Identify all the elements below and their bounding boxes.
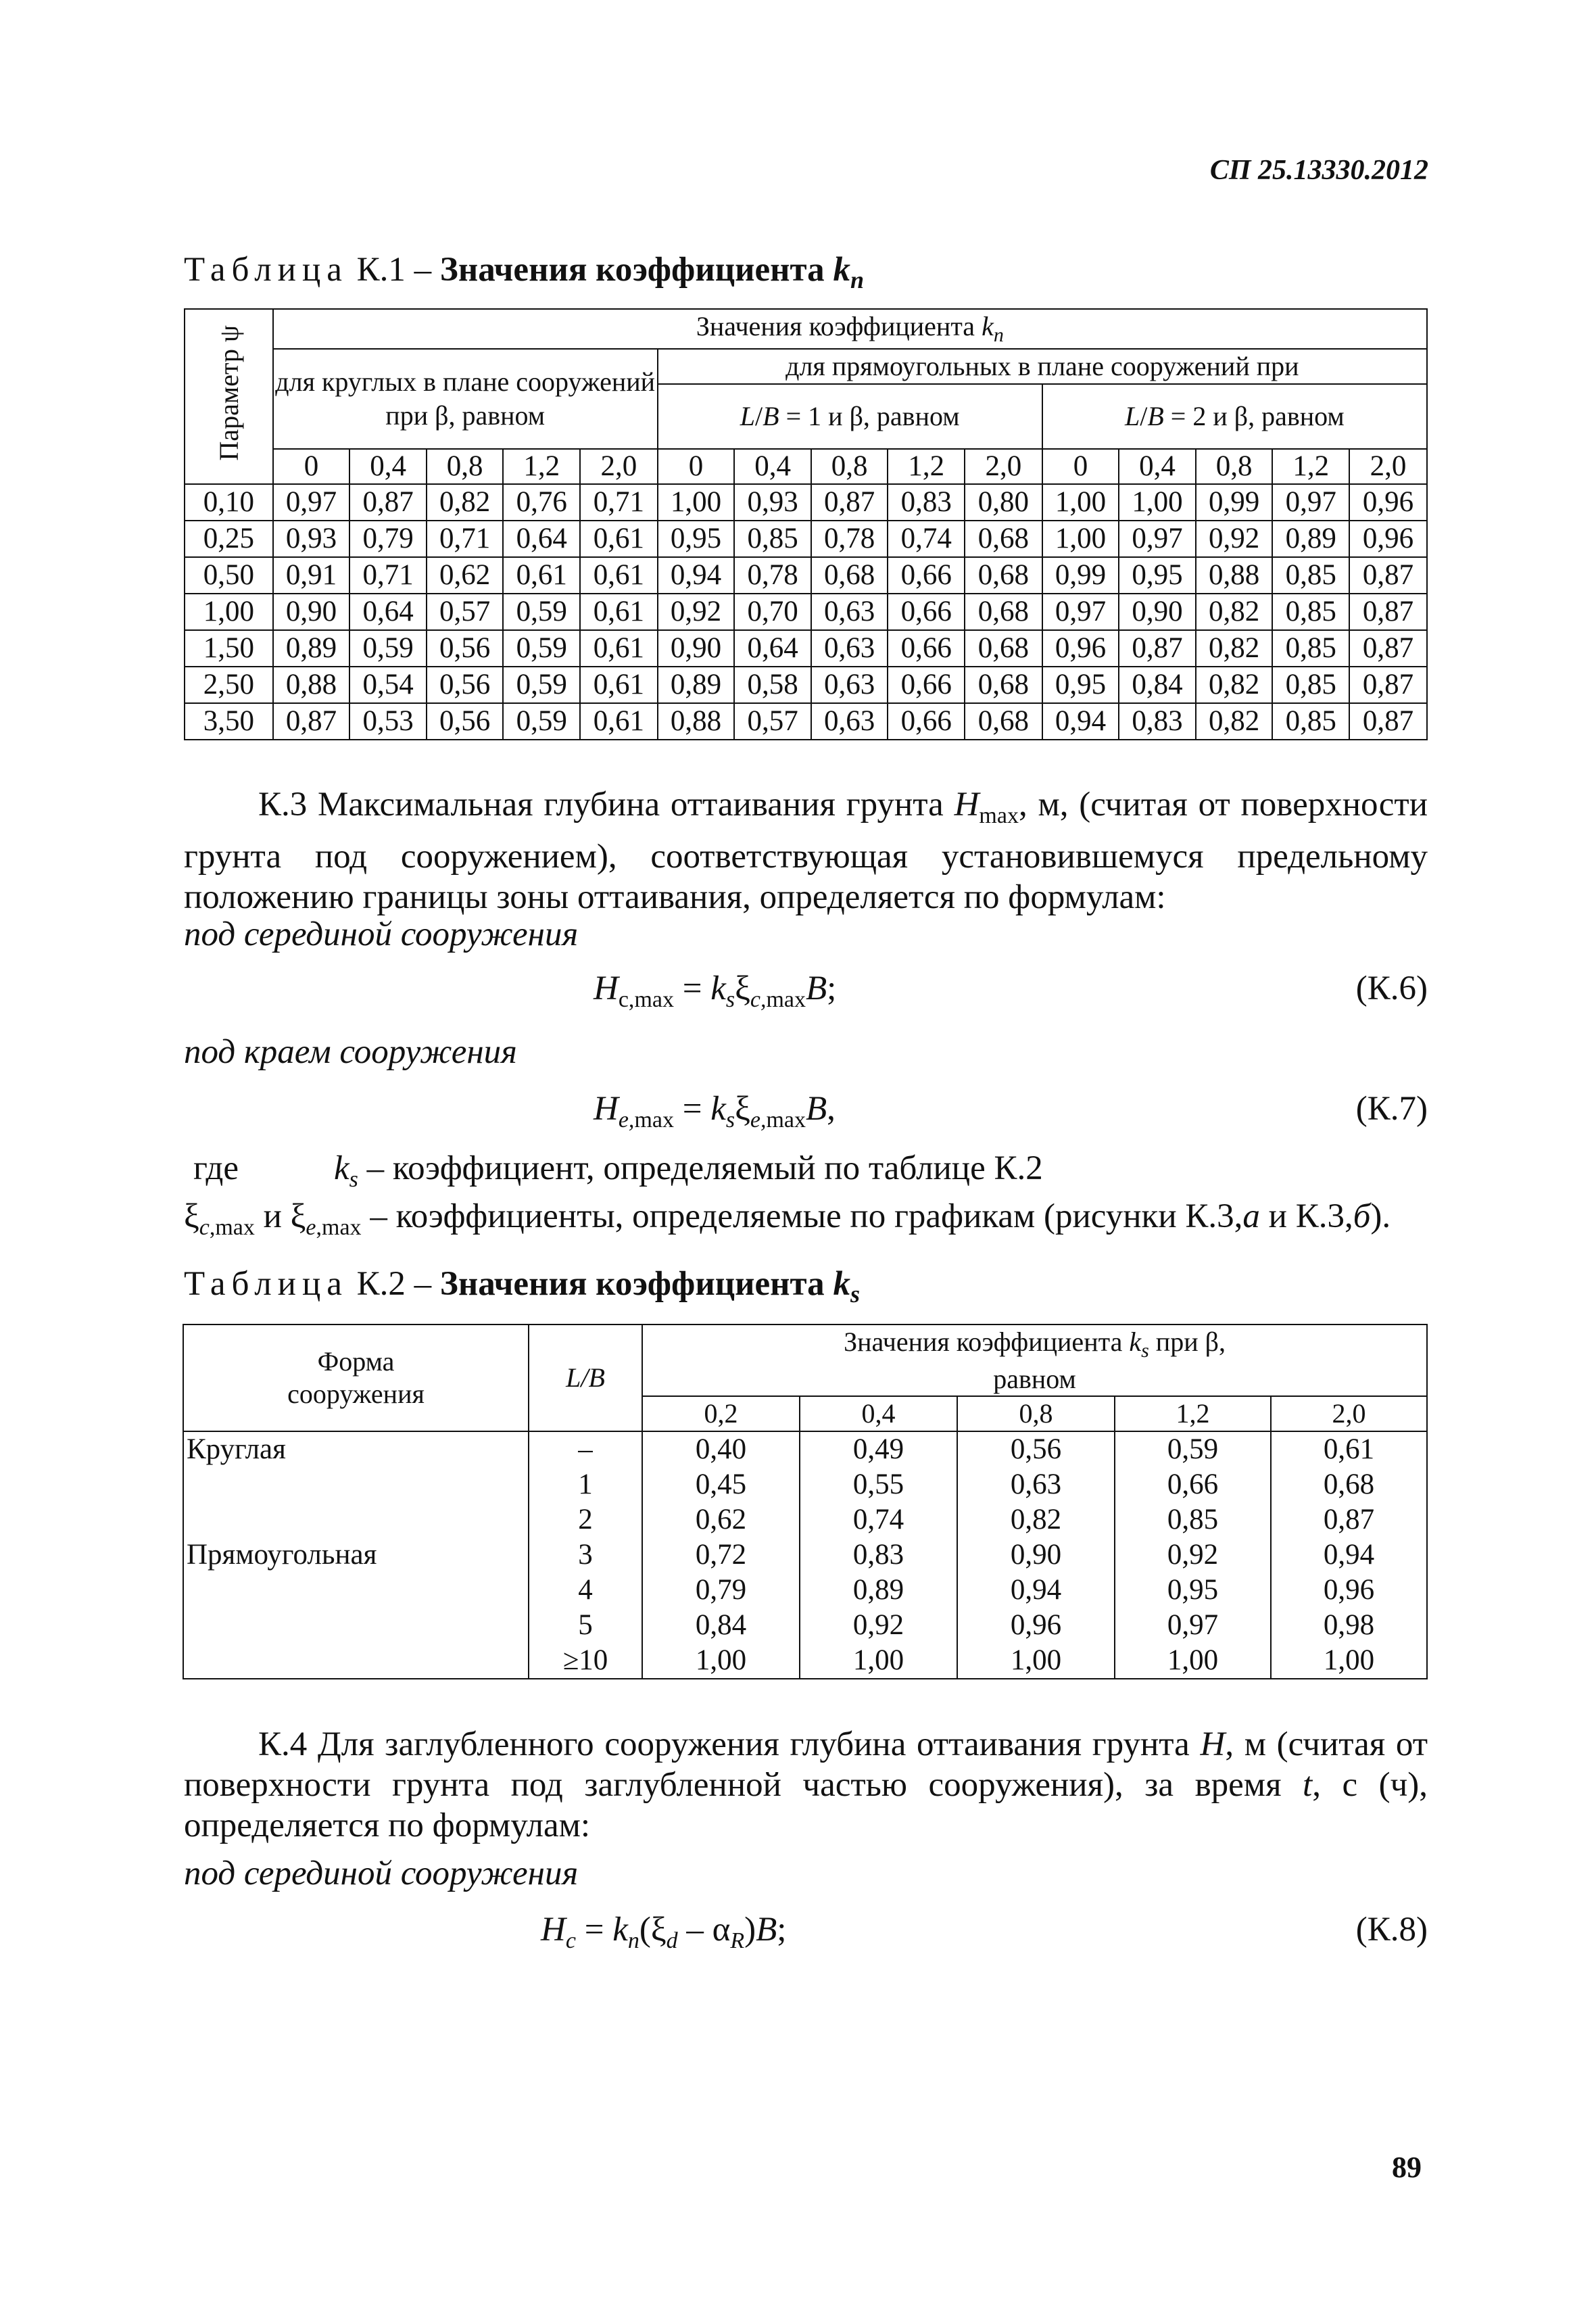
value-cell: 0,91 [273,557,350,594]
value-cell: 1,00 [957,1643,1115,1679]
value-cell: 0,93 [734,484,811,521]
value-cell: 0,87 [349,484,427,521]
value-cell: 0,61 [580,667,658,703]
value-cell: 0,94 [658,557,735,594]
value-cell: 0,56 [427,667,504,703]
beta-header-cell: 0,8 [811,449,888,484]
value-cell: 0,59 [349,630,427,667]
value-cell: 0,68 [965,594,1042,630]
value-cell: 0,88 [658,703,735,740]
beta-header-cell: 1,2 [1272,449,1349,484]
value-cell: 0,61 [580,630,658,667]
value-cell: 0,61 [580,521,658,557]
value-cell: 0,68 [965,703,1042,740]
value-cell: 0,63 [811,667,888,703]
value-cell: 0,76 [503,484,580,521]
table1-caption-number: К.1 [356,251,406,289]
value-cell: 0,90 [273,594,350,630]
value-cell: 0,97 [273,484,350,521]
value-cell: 0,56 [957,1431,1115,1467]
value-cell: 0,87 [811,484,888,521]
table1-caption-title: Значения коэффициента $k_n$ [439,251,864,294]
value-cell: 0,87 [1349,557,1427,594]
beta-header-cell: 2,0 [580,449,658,484]
value-cell: 0,87 [1349,630,1427,667]
value-cell: 0,82 [427,484,504,521]
k4-under-middle: под серединой сооружения [184,1855,579,1892]
value-cell: 0,84 [1119,667,1196,703]
value-cell: 0,74 [888,521,965,557]
value-cell: 0,87 [273,703,350,740]
beta-header-cell: 0,8 [957,1396,1115,1431]
value-cell: 0,95 [658,521,735,557]
value-cell: 0,87 [1349,594,1427,630]
value-cell: 0,95 [1115,1573,1271,1608]
value-cell: 0,61 [1271,1431,1427,1467]
table-k1 [184,308,1428,740]
value-cell: 0,79 [349,521,427,557]
beta-header-cell: 0,8 [1196,449,1273,484]
value-cell: 0,53 [349,703,427,740]
value-cell: 0,83 [1119,703,1196,740]
table-row [183,1502,1427,1537]
value-cell: 0,90 [957,1537,1115,1573]
value-cell: 0,95 [1119,557,1196,594]
lb-cell: ≥10 [529,1643,642,1679]
value-cell: 0,85 [1115,1502,1271,1537]
value-cell: 0,64 [349,594,427,630]
value-cell: 0,59 [503,667,580,703]
table2-caption-title: Значения коэффициента $k_s$ [439,1265,860,1308]
beta-header-cell: 2,0 [965,449,1042,484]
value-cell: 1,00 [1042,484,1119,521]
value-cell: 1,00 [800,1643,957,1679]
beta-header-cell: 0,2 [642,1396,800,1431]
value-cell: 0,94 [957,1573,1115,1608]
value-cell: 0,68 [965,667,1042,703]
value-cell: 0,98 [1271,1608,1427,1643]
value-cell: 0,63 [811,594,888,630]
values-header: Значения коэффициента $k_n$ [273,309,1427,349]
value-cell: 0,85 [1272,667,1349,703]
param-cell: 2,50 [185,667,273,703]
lb2-header: L/B = 2 и β, равном [1042,384,1427,449]
value-cell: 0,49 [800,1431,957,1467]
beta-header-cell: 0,8 [427,449,504,484]
value-cell: 0,71 [427,521,504,557]
value-cell: 0,84 [642,1608,800,1643]
value-cell: 0,97 [1115,1608,1271,1643]
formula-k6: $H_{c,max} = k_s\xi_{c,max}B$; [594,970,837,1013]
value-cell: 1,00 [1042,521,1119,557]
beta-header-cell: 0 [1042,449,1119,484]
document-code: СП 25.13330.2012 [1209,155,1428,186]
value-cell: 0,82 [957,1502,1115,1537]
value-cell: 0,83 [888,484,965,521]
value-cell: 0,61 [580,703,658,740]
beta-header-cell: 0,4 [734,449,811,484]
param-cell: 0,10 [185,484,273,521]
table1-caption-dash: – [414,251,432,289]
value-cell: 0,63 [811,703,888,740]
value-cell: 0,45 [642,1467,800,1502]
round-header: для круглых в плане сооружений при β, равном [273,349,658,449]
table-row [183,1573,1427,1608]
value-cell: 0,82 [1196,667,1273,703]
shape-cell [183,1643,529,1679]
lb1-header: L/B = 1 и β, равном [658,384,1042,449]
beta-header-cell: 0,4 [349,449,427,484]
value-cell: 0,58 [734,667,811,703]
value-cell: 0,97 [1042,594,1119,630]
value-cell: 0,82 [1196,594,1273,630]
value-cell: 0,93 [273,521,350,557]
table2-caption-dash: – [414,1265,432,1303]
value-cell: 0,66 [888,557,965,594]
param-cell: 3,50 [185,703,273,740]
lb-header-text: L/B [566,1362,605,1393]
k4-paragraph: К.4 Для заглубленного сооружения глубина оттаивания грунта H, м (считая от поверхности грунта под заглубленной частью сооружения), за время t, с (ч), определяется по формулам: [184,1725,1428,1844]
value-cell: 0,80 [965,484,1042,521]
value-cell: 0,94 [1271,1537,1427,1573]
lb-cell: 4 [529,1573,642,1608]
param-cell: 1,00 [185,594,273,630]
value-cell: 0,89 [1272,521,1349,557]
value-cell: 0,88 [273,667,350,703]
value-cell: 0,61 [503,557,580,594]
param-cell: 0,25 [185,521,273,557]
value-cell: 0,92 [1196,521,1273,557]
value-cell: 0,57 [734,703,811,740]
value-cell: 0,66 [888,667,965,703]
shape-cell [183,1608,529,1643]
table-row [185,594,1427,630]
value-cell: 0,68 [965,521,1042,557]
value-cell: 0,78 [734,557,811,594]
table2-caption [184,1264,860,1308]
value-cell: 0,92 [1115,1537,1271,1573]
value-cell: 0,78 [811,521,888,557]
value-cell: 0,79 [642,1573,800,1608]
value-cell: 0,87 [1119,630,1196,667]
beta-header-cell: 0,4 [800,1396,957,1431]
beta-header-cell: 0,4 [1119,449,1196,484]
lb-cell: – [529,1431,642,1467]
shape-cell [183,1502,529,1537]
value-cell: 0,59 [503,703,580,740]
value-cell: 0,96 [1042,630,1119,667]
beta-header-cell: 1,2 [888,449,965,484]
value-cell: 0,90 [1119,594,1196,630]
value-cell: 0,64 [734,630,811,667]
value-cell: 0,40 [642,1431,800,1467]
value-cell: 0,99 [1042,557,1119,594]
value-cell: 0,96 [1349,484,1427,521]
value-cell: 0,88 [1196,557,1273,594]
value-cell: 0,85 [1272,703,1349,740]
value-cell: 0,92 [658,594,735,630]
value-cell: 0,56 [427,703,504,740]
value-cell: 1,00 [1119,484,1196,521]
value-cell: 0,68 [965,630,1042,667]
value-cell: 0,68 [1271,1467,1427,1502]
value-cell: 0,66 [888,703,965,740]
lb-cell: 1 [529,1467,642,1502]
value-cell: 0,82 [1196,703,1273,740]
value-cell: 0,85 [1272,557,1349,594]
param-cell: 0,50 [185,557,273,594]
value-cell: 0,57 [427,594,504,630]
table-row [185,630,1427,667]
value-cell: 0,66 [888,630,965,667]
formula-k6-number: (К.6) [1355,970,1428,1007]
table-row [185,667,1427,703]
shape-cell: Круглая [183,1431,529,1467]
table-row [185,521,1427,557]
value-cell: 0,97 [1119,521,1196,557]
value-cell: 0,89 [800,1573,957,1608]
beta-header-cell: 0 [273,449,350,484]
beta-header-cell: 0 [658,449,735,484]
value-cell: 1,00 [1115,1643,1271,1679]
value-cell: 0,85 [734,521,811,557]
table-row [185,703,1427,740]
param-header: Параметр ψ [213,325,244,460]
beta-header-cell: 1,2 [503,449,580,484]
k3-under-edge: под краем сооружения [184,1033,517,1071]
table-row [185,557,1427,594]
value-cell: 1,00 [1271,1643,1427,1679]
param-cell: 1,50 [185,630,273,667]
value-cell: 0,66 [1115,1467,1271,1502]
k3-under-middle: под серединой сооружения [184,915,579,953]
value-cell: 0,85 [1272,630,1349,667]
value-cell: 0,97 [1272,484,1349,521]
page-number: 89 [1392,2151,1422,2184]
value-cell: 0,87 [1349,667,1427,703]
value-cell: 0,59 [503,594,580,630]
value-cell: 0,92 [800,1608,957,1643]
value-cell: 0,96 [1271,1573,1427,1608]
value-cell: 0,95 [1042,667,1119,703]
value-cell: 0,68 [811,557,888,594]
ks-definition: $k_s$ – коэффициент, определяемый по таблице К.2 [334,1149,1043,1193]
where-label: где [193,1149,239,1187]
value-cell: 0,59 [1115,1431,1271,1467]
formula-k8-number: (К.8) [1355,1911,1428,1949]
value-cell: 0,94 [1042,703,1119,740]
value-cell: 0,71 [349,557,427,594]
value-cell: 0,62 [642,1502,800,1537]
value-cell: 0,64 [503,521,580,557]
value-cell: 0,96 [1349,521,1427,557]
value-cell: 0,96 [957,1608,1115,1643]
param-header-cell [185,309,273,484]
value-cell: 0,62 [427,557,504,594]
value-cell: 0,55 [800,1467,957,1502]
value-cell: 0,63 [811,630,888,667]
ks-values-header: Значения коэффициента $k_s$ при β, равном [642,1324,1427,1396]
value-cell: 0,61 [580,594,658,630]
value-cell: 0,70 [734,594,811,630]
value-cell: 0,68 [965,557,1042,594]
table-k2 [183,1324,1428,1679]
value-cell: 0,90 [658,630,735,667]
value-cell: 0,59 [503,630,580,667]
table1-caption [184,250,864,294]
table-row [183,1643,1427,1679]
value-cell: 0,72 [642,1537,800,1573]
table2-caption-number: К.2 [356,1265,406,1303]
value-cell: 1,00 [658,484,735,521]
value-cell: 0,82 [1196,630,1273,667]
table-row [183,1431,1427,1467]
table-row [183,1608,1427,1643]
shape-header: Форма сооружения [183,1324,529,1431]
xi-definition: $\xi_{c,max}$ и $\xi_{e,max}$ – коэффициенты, определяемые по графикам (рисунки К.3,а и К.3,б). [184,1197,1391,1241]
shape-cell [183,1573,529,1608]
rect-header: для прямоугольных в плане сооружений при [658,349,1427,384]
value-cell: 0,74 [800,1502,957,1537]
value-cell: 1,00 [642,1643,800,1679]
value-cell: 0,66 [888,594,965,630]
table-row [183,1537,1427,1573]
table1-caption-prefix: Таблица [184,251,348,289]
value-cell: 0,56 [427,630,504,667]
table2-caption-prefix: Таблица [184,1265,348,1303]
shape-cell [183,1467,529,1502]
value-cell: 0,54 [349,667,427,703]
lb-cell: 2 [529,1502,642,1537]
formula-k7: $H_{e,max} = k_s\xi_{e,max}B$, [594,1090,836,1133]
value-cell: 0,89 [658,667,735,703]
value-cell: 0,85 [1272,594,1349,630]
beta-header-cell: 2,0 [1349,449,1427,484]
table-row [183,1467,1427,1502]
value-cell: 0,61 [580,557,658,594]
table-row [185,484,1427,521]
value-cell: 0,87 [1271,1502,1427,1537]
k3-paragraph: К.3 Максимальная глубина оттаивания грунта $H_{max}$, м, (считая от поверхности грунта под сооружением), соответствующая установившемуся предельному положению границы зоны оттаивания, определяется по формулам: [184,786,1428,917]
formula-k7-number: (К.7) [1355,1090,1428,1128]
value-cell: 0,83 [800,1537,957,1573]
lb-cell: 3 [529,1537,642,1573]
beta-header-cell: 1,2 [1115,1396,1271,1431]
formula-k8: $H_c = k_n(\xi_d - \alpha_R)B$; [541,1911,787,1954]
beta-header-cell: 2,0 [1271,1396,1427,1431]
value-cell: 0,89 [273,630,350,667]
lb-cell: 5 [529,1608,642,1643]
shape-cell: Прямоугольная [183,1537,529,1573]
value-cell: 0,63 [957,1467,1115,1502]
lb-header [529,1324,642,1431]
value-cell: 0,71 [580,484,658,521]
value-cell: 0,99 [1196,484,1273,521]
value-cell: 0,87 [1349,703,1427,740]
